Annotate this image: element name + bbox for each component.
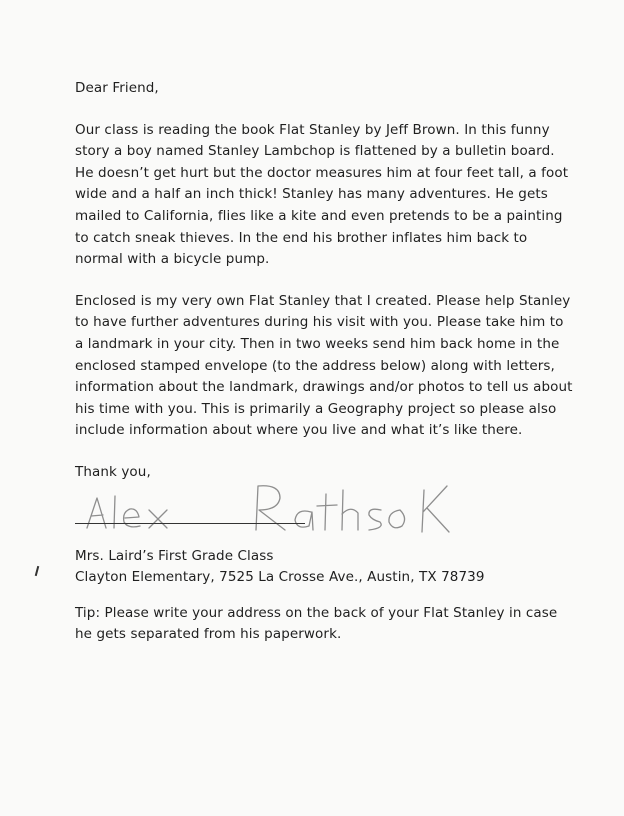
paragraph-book-summary: Our class is reading the book Flat Stanley by Jeff Brown. In this funny story a boy named Stanley Lambchop is flattened by a bulletin board. He doesn’t get hurt but the doctor measures him at four feet tall, a foot wide and a half an inch thick! Stanley has many adventures. He gets mailed to California, flies like a kite and even pretends to be a painting to catch sneak thieves. In the end his brother inflates him back to normal with a bicycle pump.	[75, 121, 569, 268]
closing: Thank you,	[75, 463, 151, 480]
greeting: Dear Friend,	[75, 80, 159, 96]
stray-pencil-mark	[35, 566, 40, 576]
handwritten-signature	[75, 484, 545, 546]
signature-block	[75, 484, 575, 546]
signature-line	[75, 523, 305, 524]
tip-note: Tip: Please write your address on the back of your Flat Stanley in case he gets separated from his paperwork.	[75, 604, 558, 643]
letter-body	[75, 78, 575, 666]
paragraph-instructions: Enclosed is my very own Flat Stanley that I created. Please help Stanley to have further adventures during his visit with you. Please take him to a landmark in your city. Then in two weeks send him back home in the enclosed stamped envelope (to the address below) along with letters, information about the landmark, drawings and/or photos to tell us about his time with you. This is primarily a Geography project so please also include information about where you live and what it’s like there.	[75, 292, 573, 439]
class-info	[75, 546, 575, 589]
school-address: Clayton Elementary, 7525 La Crosse Ave., Austin, TX 78739	[75, 569, 485, 586]
class-name: Mrs. Laird’s First Grade Class	[75, 547, 274, 564]
